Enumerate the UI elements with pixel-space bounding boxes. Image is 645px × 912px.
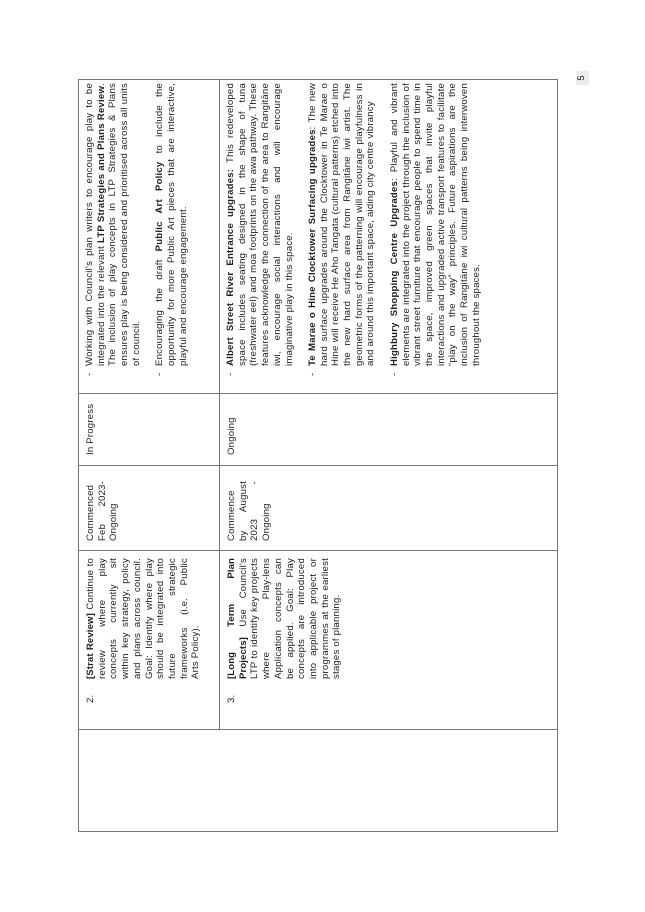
status-text: In Progress [85, 403, 96, 455]
bullet-dash: - [306, 372, 318, 376]
bullet-dash: - [388, 372, 400, 376]
details-list [220, 80, 482, 393]
bullet-text: Albert Street River Entrance upgrades: This redeveloped space includes seating designed in the shape of tuna (freshwater eel) and moa footprints on the awa pathway. These features acknowledge the connection of the area to Rangitāne iwi, encourage social interactions and will encourage imaginative play in this space. [225, 83, 295, 366]
bullet-text: Te Marae o Hine Clocktower Surfacing upgrades: The new hard surface upgrades around the Clocktower in Te Marae o Hine will receive He Aho Tangata (cultural patterns) etched into the new hard surface area from Rangitāne iwi artist. The geometric forms of the patterning will encourage playfulness in and around this important space, aiding city centre vibrancy [306, 83, 377, 366]
cell-timeline-row2 [79, 466, 220, 551]
cell-action-row2 [79, 551, 220, 730]
table-row-2 [79, 80, 220, 832]
cell-status-row2 [79, 394, 220, 466]
bullet-text: Highbury Shopping Centre Upgrades: Playful and vibrant elements are integrated into the project through the inclusion of vibrant street furniture that encourage people to spend time in the space, improved green spaces that invite playful interactions and upgraded active transport features to facilitate “play on the way” principles. Future aspirations are the inclusion of Rangitāne iwi cultural patterns being interwoven throughout the spaces. [388, 83, 482, 366]
action-item [220, 551, 343, 729]
cell-timeline-row3 [220, 466, 558, 551]
detail-bullet [225, 83, 295, 376]
action-number: 3. [226, 694, 237, 703]
table-row-3 [220, 80, 558, 832]
bullet-dash: - [84, 372, 95, 376]
bullet-dash: - [154, 372, 166, 376]
action-item [79, 551, 202, 729]
bullet-text: Working with Council's plan writers to encourage play to be integrated into the relevant LTP Strategies and Plans Review. The inclusion of play concepts in LTP Strategies & Plans ensures play is being considered and prioritised across all units of council. [84, 83, 142, 366]
timeline-text: Commenced Feb 2023- Ongoing [85, 481, 120, 541]
cell-status-row3 [220, 394, 558, 466]
detail-bullet [389, 83, 483, 376]
bullet-dash: - [225, 372, 236, 376]
detail-bullet [154, 83, 189, 376]
cell-details-row3 [220, 80, 558, 394]
detail-bullet [84, 83, 143, 376]
cell-action-row3 [220, 551, 558, 730]
action-text: [Strat Review] Continue to review where play concepts currently sit within key strategy, policy and plans across council. Goal: Identify where play should be integrated into future strategic frameworks (i.e. Public Arts Policy). [85, 558, 202, 679]
page-number: 5 [576, 71, 589, 85]
status-text: Ongoing [226, 417, 237, 455]
details-list [79, 80, 189, 393]
cell-details-row2 [79, 80, 220, 394]
detail-bullet [307, 83, 377, 376]
cell-first-column-empty [79, 730, 558, 832]
action-number: 2. [85, 694, 96, 703]
timeline-text: Commence by August 2023 - Ongoing [226, 481, 273, 541]
bullet-text: Encouraging the draft Public Art Policy to include the opportunity for more Public Art pieces that are interactive, playful and encourage engagement. [154, 83, 189, 366]
action-plan-table [78, 79, 558, 832]
action-text: [Long Term Plan Projects] Use Council's LTP to identify key projects where Play-lens Application concepts can be applied. Goal: Play concepts are introduced into applicable project or programmes at the earliest stages of planning. [226, 558, 343, 679]
